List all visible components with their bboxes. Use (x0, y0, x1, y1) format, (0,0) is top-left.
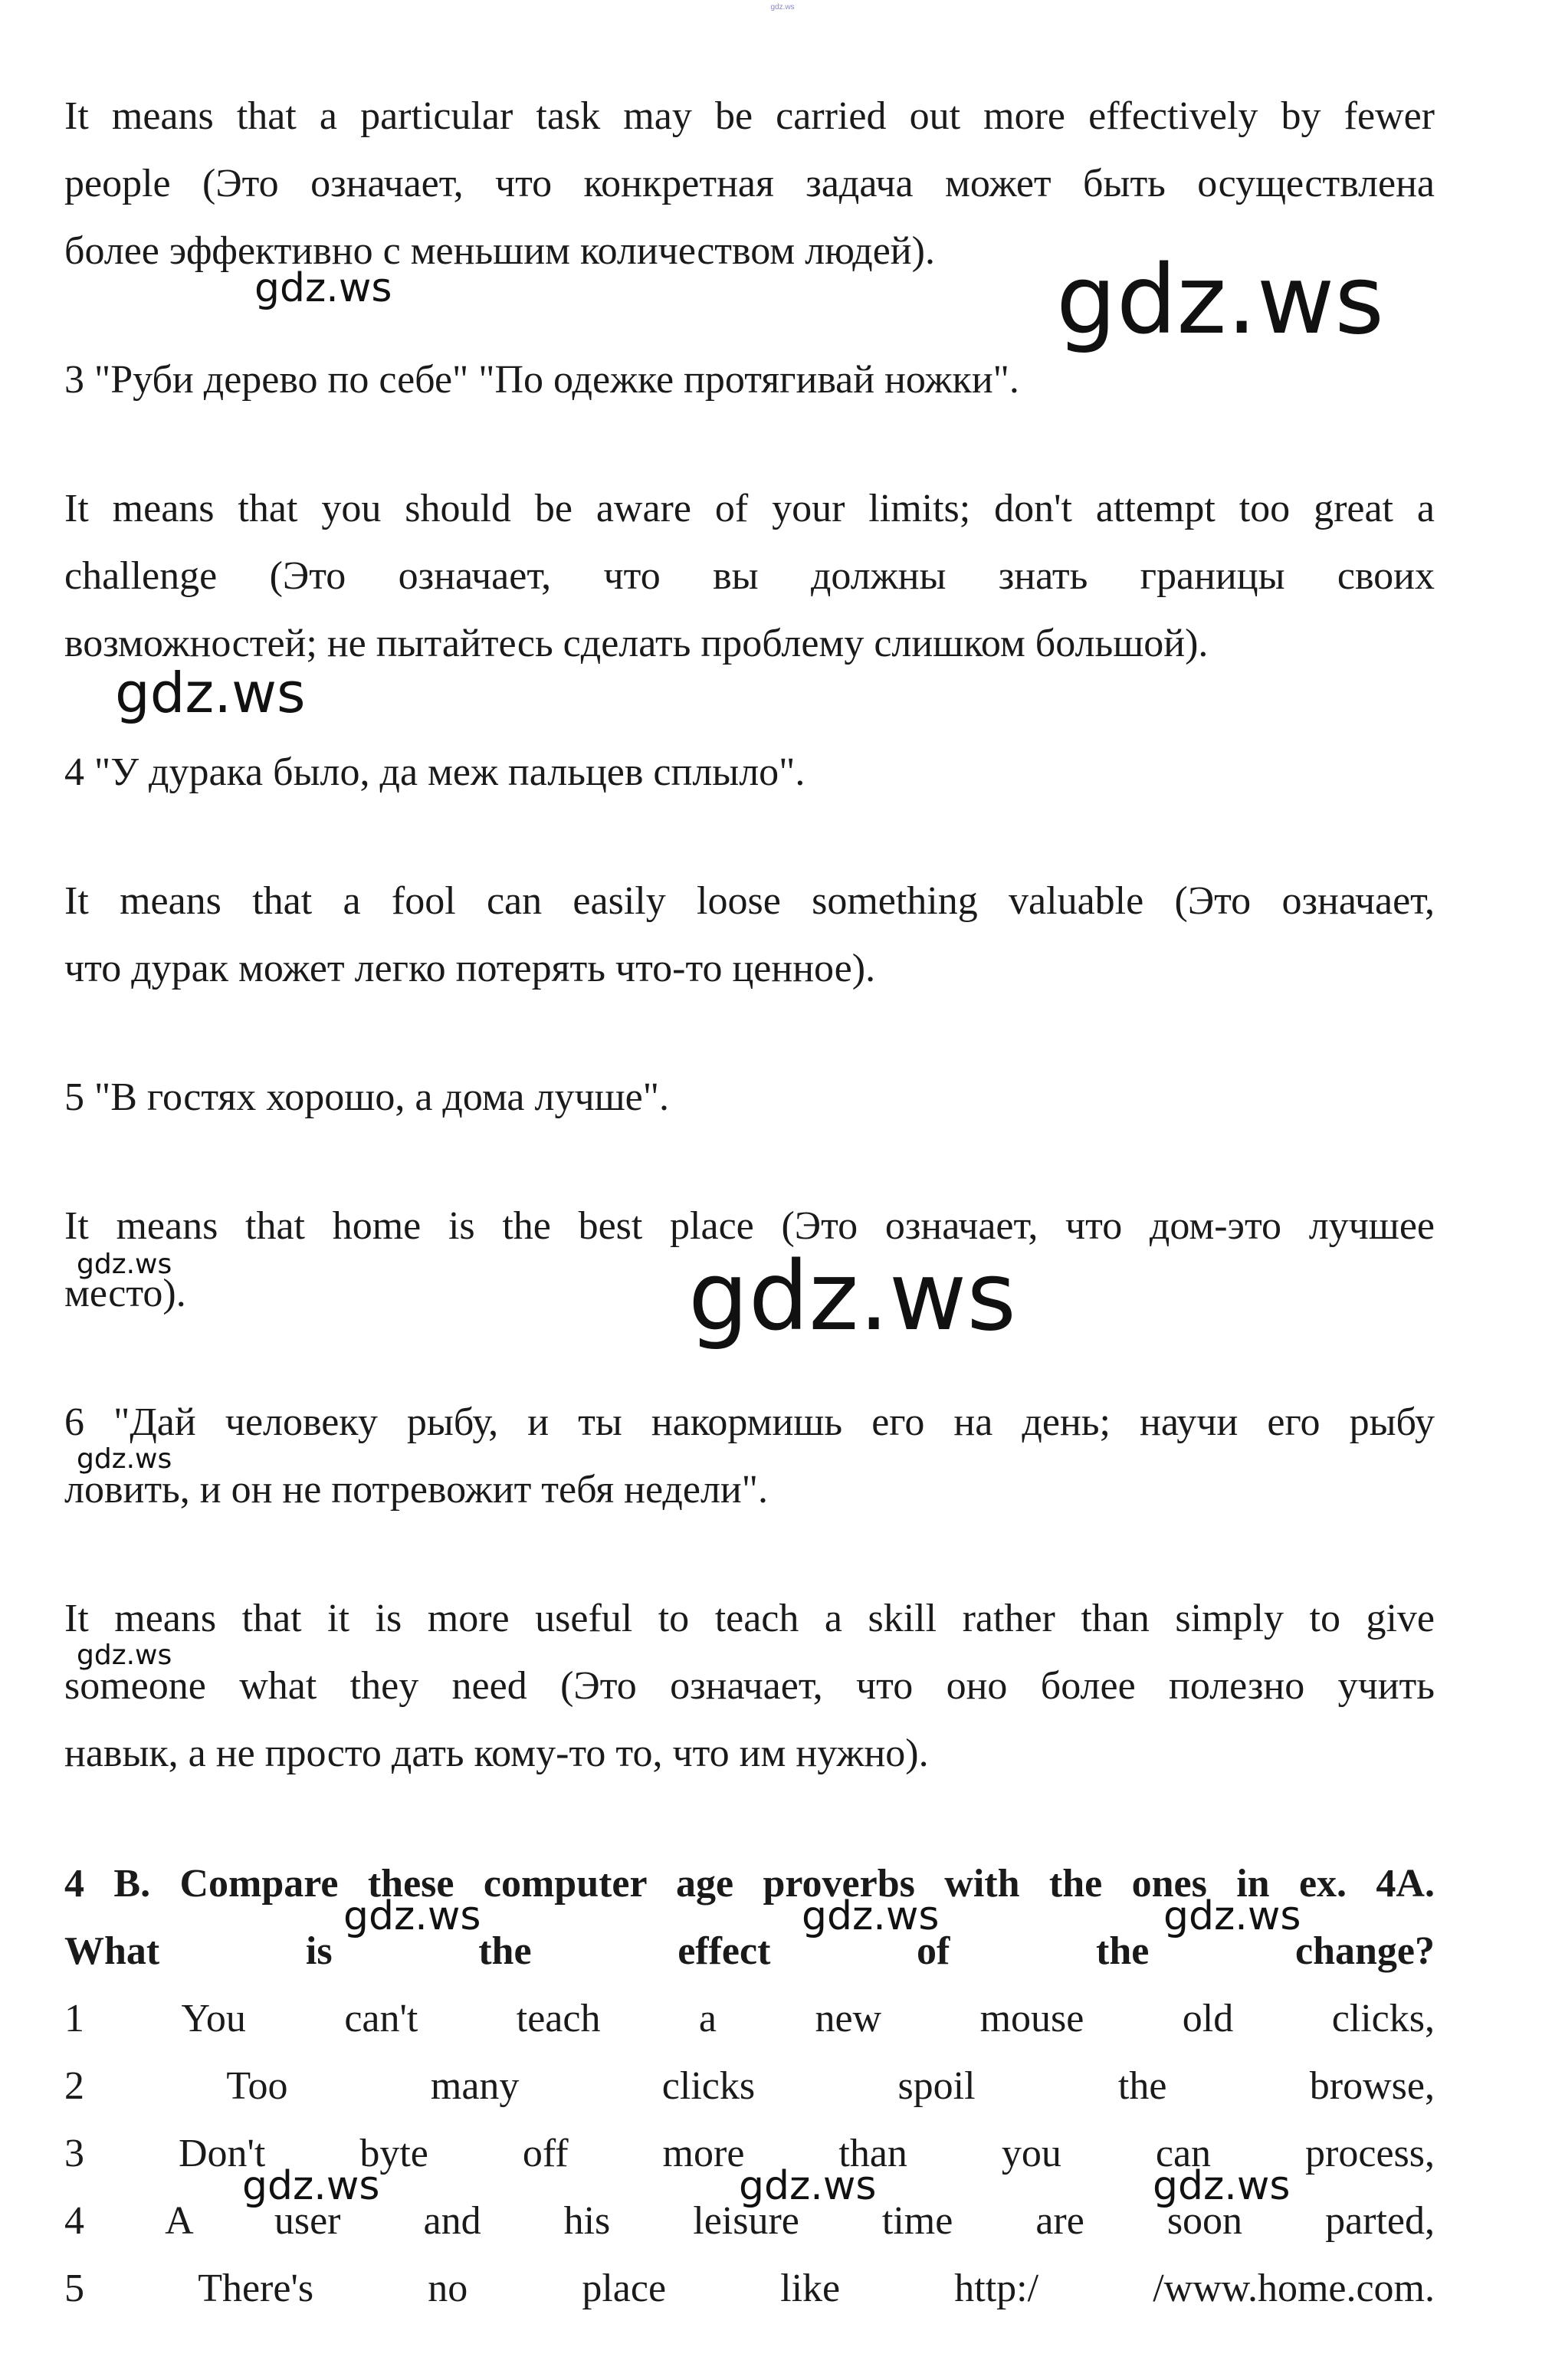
proverb-list-item: 4 A user and his leisure time are soon parted, (64, 2199, 1435, 2243)
watermark: gdz.ws (254, 265, 392, 311)
watermark: gdz.ws (242, 2163, 380, 2209)
text-line: It means that a particular task may be carried out more effectively by fewer (64, 94, 1435, 138)
proverb-list-item: 1 You can't teach a new mouse old clicks, (64, 1997, 1435, 2040)
proverb-heading: 3 "Руби дерево по себе" "По одежке протягивай ножки". (64, 358, 1019, 402)
watermark: gdz.ws (77, 1249, 172, 1280)
text-line: someone what they need (Это означает, что оно более полезно учить (64, 1664, 1435, 1708)
watermark: gdz.ws (1153, 2163, 1291, 2209)
text-line: место). (64, 1272, 186, 1315)
proverb-heading: ловить, и он не потревожит тебя недели". (64, 1468, 768, 1512)
text-line: It means that a fool can easily loose something valuable (Это означает, (64, 879, 1435, 923)
task-title: 4 B. Compare these computer age proverbs with the ones in ex. 4A. (64, 1862, 1435, 1906)
top-watermark: gdz.ws (770, 3, 795, 11)
text-line: что дурак может легко потерять что-то ценное). (64, 947, 876, 990)
text-line: It means that it is more useful to teach a skill rather than simply to give (64, 1597, 1435, 1640)
task-title: What is the effect of the change? (64, 1929, 1435, 1973)
proverb-heading: 6 "Дай человеку рыбу, и ты накормишь его на день; научи его рыбу (64, 1400, 1435, 1444)
proverb-heading: 4 "У дурака было, да меж пальцев сплыло". (64, 750, 805, 794)
text-line: It means that home is the best place (Это означает, что дом-это лучшее (64, 1204, 1435, 1248)
text-line: challenge (Это означает, что вы должны знать границы своих (64, 554, 1435, 598)
text-line: навык, а не просто дать кому-то то, что им нужно). (64, 1732, 929, 1775)
watermark: gdz.ws (739, 2163, 877, 2209)
proverb-heading: 5 "В гостях хорошо, а дома лучше". (64, 1075, 669, 1119)
proverb-list-item: 3 Don't byte off more than you can process, (64, 2132, 1435, 2175)
text-line: возможностей; не пытайтесь сделать проблему слишком большой). (64, 622, 1209, 665)
watermark: gdz.ws (115, 661, 306, 725)
watermark: gdz.ws (77, 1640, 172, 1671)
proverb-list-item: 5 There's no place like http:/ /www.home.com. (64, 2267, 1435, 2310)
watermark: gdz.ws (343, 1893, 481, 1939)
text-line: более эффективно с меньшим количеством людей). (64, 229, 935, 273)
watermark: gdz.ws (688, 1242, 1016, 1352)
watermark: gdz.ws (802, 1893, 940, 1939)
text-line: It means that you should be aware of your limits; don't attempt too great a (64, 487, 1435, 530)
watermark: gdz.ws (1056, 245, 1384, 356)
text-line: people (Это означает, что конкретная задача может быть осуществлена (64, 162, 1435, 205)
watermark: gdz.ws (77, 1443, 172, 1475)
watermark: gdz.ws (1163, 1893, 1301, 1939)
proverb-list-item: 2 Too many clicks spoil the browse, (64, 2064, 1435, 2108)
